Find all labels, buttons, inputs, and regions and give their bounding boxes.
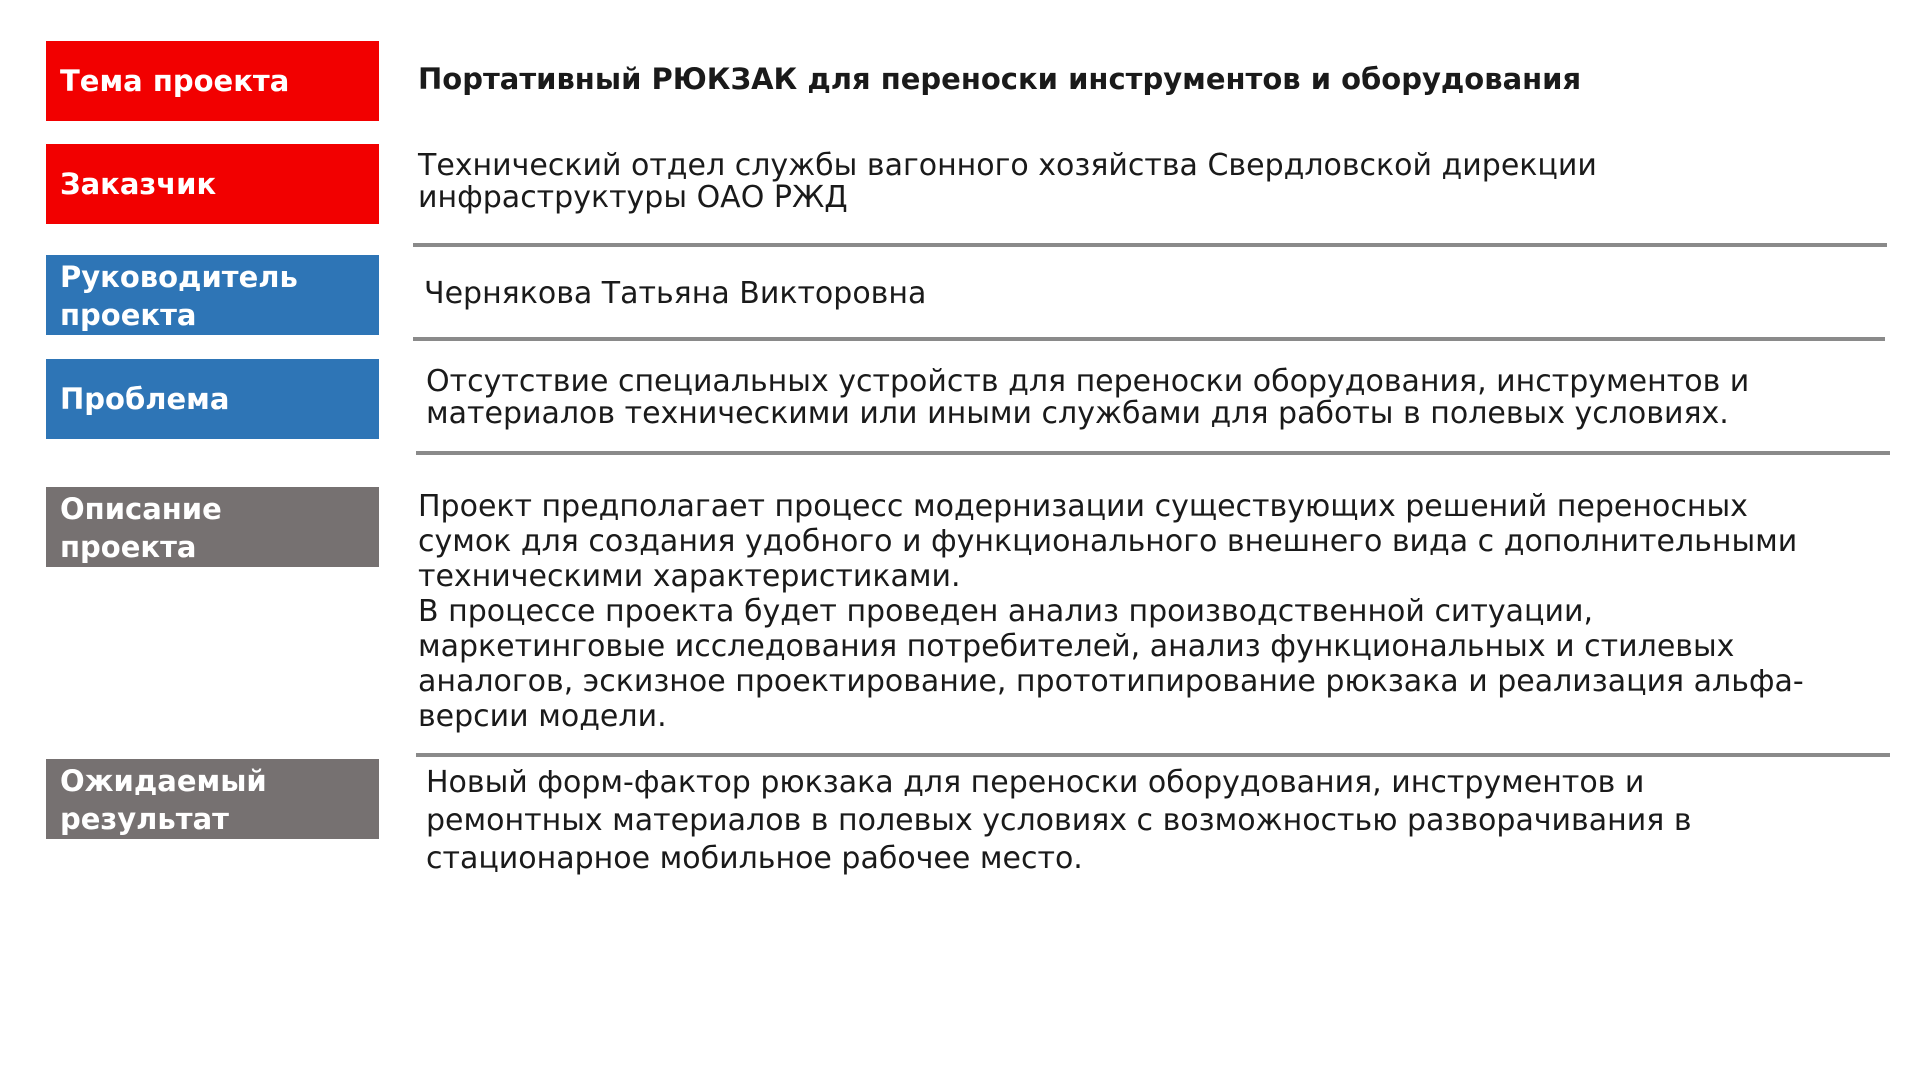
description-paragraph-1: Проект предполагает процесс модернизации существующих решений переносных сумок для создания удобного и функционального внешнего вида с дополнительными техническими характеристиками. bbox=[418, 489, 1798, 594]
description-label: Описание проекта bbox=[46, 487, 379, 567]
description-paragraph-2: В процессе проекта будет проведен анализ производственной ситуации, маркетинговые исследования потребителей, анализ функциональных и стилевых аналогов, эскизное проектирование, прототипирование рюкзака и реализация альфа-версии модели. bbox=[418, 594, 1804, 734]
topic-label: Тема проекта bbox=[46, 41, 379, 121]
divider-line bbox=[413, 337, 1885, 341]
result-value: Новый форм-фактор рюкзака для переноски оборудования, инструментов и ремонтных материалов в полевых условиях с возможностью разворачивания в стационарное мобильное рабочее место. bbox=[426, 765, 1692, 876]
problem-label: Проблема bbox=[46, 359, 379, 439]
result-label: Ожидаемый результат bbox=[46, 759, 379, 839]
leader-value: Чернякова Татьяна Викторовна bbox=[424, 276, 927, 311]
leader-label: Руководитель проекта bbox=[46, 255, 379, 335]
divider-line bbox=[413, 243, 1887, 247]
customer-label: Заказчик bbox=[46, 144, 379, 224]
problem-value: Отсутствие специальных устройств для переноски оборудования, инструментов и материалов техническими или иными службами для работы в полевых условиях. bbox=[426, 364, 1750, 431]
divider-line bbox=[416, 451, 1890, 455]
description-value bbox=[418, 489, 1838, 734]
customer-value: Технический отдел службы вагонного хозяйства Свердловской дирекции инфраструктуры ОАО РЖД bbox=[418, 148, 1597, 215]
divider-line bbox=[416, 753, 1890, 757]
topic-value: Портативный РЮКЗАК для переноски инструментов и оборудования bbox=[418, 62, 1582, 96]
